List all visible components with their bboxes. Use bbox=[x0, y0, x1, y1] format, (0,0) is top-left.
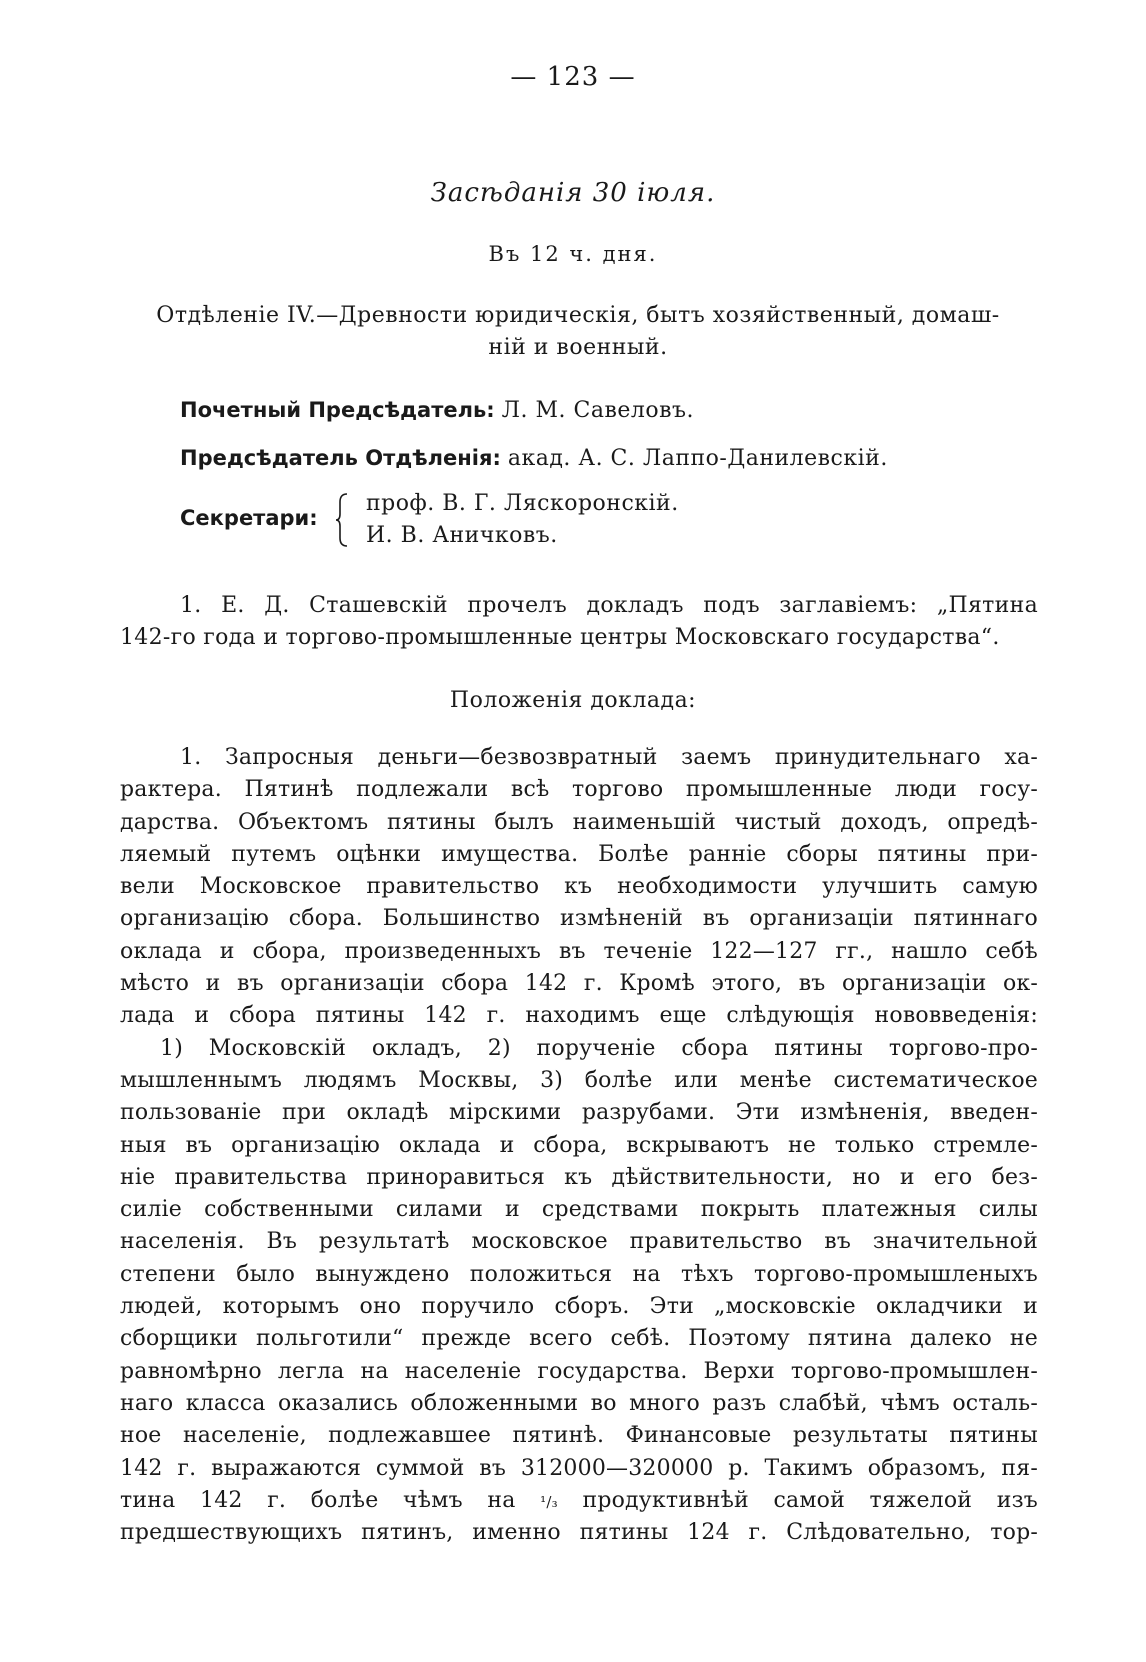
section-heading-line-2: ній и военный. bbox=[488, 335, 668, 360]
fraction: ¹/₃ bbox=[540, 1492, 558, 1511]
body-line bbox=[120, 1485, 1038, 1517]
body-line: мышленнымъ людямъ Москвы, 3) болѣе или менѣе систематическое bbox=[120, 1067, 1038, 1093]
body-line: силіе собственными силами и средствами покрыть платежныя силы bbox=[120, 1197, 1038, 1223]
body-line-part: тина 142 г. болѣе чѣмъ на bbox=[120, 1487, 516, 1513]
body-line: мѣсто и въ организаціи сбора 142 г. Кромѣ этого, въ организаціи ок- bbox=[120, 971, 1038, 997]
body-line: степени было вынуждено положиться на тѣхъ торгово-промышленыхъ bbox=[120, 1261, 1038, 1287]
body-line: организацію сбора. Большинство измѣненій въ организаціи пятиннаго bbox=[120, 906, 1038, 932]
body-line: дарства. Объектомъ пятины былъ наименьшій чистый доходъ, опредѣ- bbox=[120, 809, 1038, 835]
body-line: населенія. Въ результатѣ московское правительство въ значительной bbox=[120, 1229, 1038, 1255]
department-chair-role: Предсѣдатель Отдѣленія: bbox=[180, 446, 501, 470]
theses-subheading: Положенія доклада: bbox=[449, 688, 697, 713]
body-line: ное населеніе, подлежавшее пятинѣ. Финансовые результаты пятины bbox=[120, 1423, 1038, 1449]
body-line: 1) Московскій окладъ, 2) порученіе сбора пятины торгово-про- bbox=[160, 1035, 1038, 1061]
page-number: — 123 — bbox=[510, 62, 636, 92]
department-chair-name: акад. А. С. Лаппо-Данилевскій. bbox=[507, 446, 888, 471]
secretaries-role: Секретари: bbox=[180, 506, 318, 530]
body-text bbox=[120, 742, 1038, 1549]
honorary-chair-name: Л. М. Савеловъ. bbox=[501, 398, 694, 423]
brace-icon bbox=[335, 492, 349, 548]
secretaries-names bbox=[366, 488, 679, 552]
body-line: людей, которымъ оно поручило сборъ. Эти „московскіе окладчики и bbox=[120, 1294, 1038, 1320]
body-line: ляемый путемъ оцѣнки имущества. Болѣе ранніе сборы пятины при- bbox=[120, 841, 1038, 867]
body-line: пользованіе при окладѣ мірскими разрубами. Эти измѣненія, введен- bbox=[120, 1100, 1038, 1126]
body-line: наго класса оказались обложенными во много разъ слабѣй, чѣмъ осталь- bbox=[120, 1390, 1038, 1416]
report-intro-line-1: 1. Е. Д. Сташевскій прочелъ докладъ подъ заглавіемъ: „Пятина bbox=[180, 593, 1038, 618]
body-line: вели Московское правительство къ необходимости улучшить самую bbox=[120, 874, 1038, 900]
body-line: ніе правительства приноравиться къ дѣйствительности, но и его без- bbox=[120, 1164, 1038, 1190]
body-line: сборщики польготили“ прежде всего себѣ. Поэтому пятина далеко не bbox=[120, 1326, 1038, 1352]
body-line: 142 г. выражаются суммой въ 312000—320000 р. Такимъ образомъ, пя- bbox=[120, 1455, 1038, 1481]
session-title: Засѣданія 30 іюля. bbox=[430, 178, 716, 208]
department-chair bbox=[180, 446, 888, 471]
section-heading bbox=[120, 300, 1036, 364]
honorary-chair bbox=[180, 398, 694, 423]
report-intro-line-2: 142-го года и торгово-промышленные центры Московскаго государства“. bbox=[120, 625, 1000, 650]
body-line: предшествующихъ пятинъ, именно пятины 124 г. Слѣдовательно, тор- bbox=[120, 1520, 1038, 1546]
secretary-name: проф. В. Г. Ляскоронскій. bbox=[366, 491, 679, 516]
body-line: лада и сбора пятины 142 г. находимъ еще слѣдующія нововведенія: bbox=[120, 1003, 1038, 1029]
report-intro bbox=[120, 590, 1038, 654]
section-heading-line-1: Отдѣленіе IV.—Древности юридическія, бытъ хозяйственный, домаш- bbox=[156, 303, 1000, 328]
body-line: равномѣрно легла на населеніе государства. Верхи торгово-промышлен- bbox=[120, 1358, 1038, 1384]
session-time: Въ 12 ч. дня. bbox=[488, 242, 658, 266]
secretary-name: И. В. Аничковъ. bbox=[366, 523, 558, 548]
body-line: ныя въ организацію оклада и сбора, вскрываютъ не только стремле- bbox=[120, 1132, 1038, 1158]
body-line-part: продуктивнѣй самой тяжелой изъ bbox=[582, 1487, 1039, 1513]
body-line: 1. Запросныя деньги—безвозвратный заемъ принудительнаго ха- bbox=[180, 745, 1038, 770]
honorary-chair-role: Почетный Предсѣдатель: bbox=[180, 398, 495, 422]
body-line: оклада и сбора, произведенныхъ въ теченіе 122—127 гг., нашло себѣ bbox=[120, 938, 1038, 964]
body-line: рактера. Пятинѣ подлежали всѣ торгово промышленные люди госу- bbox=[120, 777, 1038, 803]
